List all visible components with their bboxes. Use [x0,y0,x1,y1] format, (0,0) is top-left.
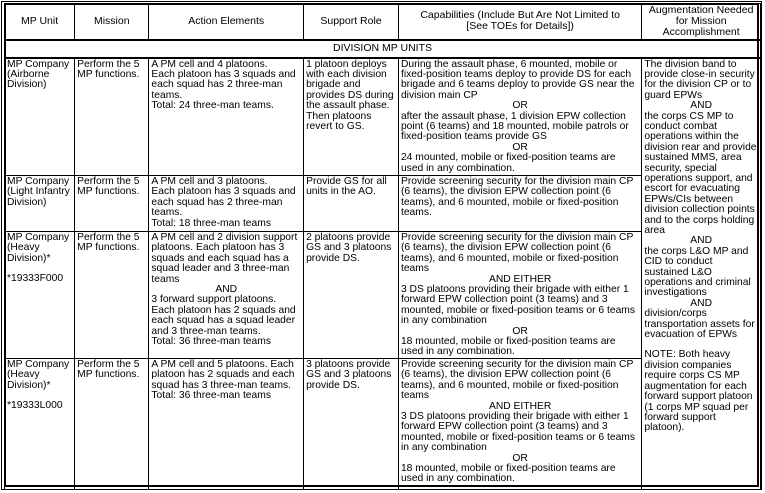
header-capabilities: Capabilities (Include But Are Not Limited to [See TOEs for Details]) [398,4,641,40]
action-total: Total: 24 three-man teams. [151,100,274,112]
support-cell: 3 platoons provide GS and 3 platoons provide DS. [304,358,399,489]
capability-connector: OR [512,141,528,153]
header-mission: Mission [75,4,149,40]
capability-text: During the assault phase, 6 mounted, mobile or fixed-position teams deploy to provide DS for each brigade and 6 teams deploy to provide GS near the division main CP [400,58,635,101]
mission-cell: Perform the 5 MP functions. [75,176,149,232]
capability-connector: OR [512,452,528,464]
unit-name: MP Company (Heavy Division)* [7,232,70,264]
capability-connector: AND EITHER [488,273,552,285]
capability-text: 18 mounted, mobile or fixed-position teams are used in any combination. [400,336,616,358]
augmentation-transportation: division/corps transportation assets for evacuation of EPWs [644,308,755,341]
mission-cell: Perform the 5 MP functions. [75,358,149,489]
support-cell: Provide GS for all units in the AO. [304,176,399,232]
header-support-role: Support Role [304,4,399,40]
capability-text: 3 DS platoons providing their brigade with either 1 forward EPW collection point (3 teams) and 3 mounted, mobile or fixed-position teams or 6 teams in any combination [400,410,636,454]
table-inner-border [4,3,759,487]
header-mp-unit: MP Unit [5,4,75,40]
augmentation-note: NOTE: Both heavy division companies require corps CS MP augmentation for each forward support platoon (1 corps MP squad per forward support platoon). [644,349,753,434]
action-total: Total: 18 three-man teams [151,217,271,229]
capability-text: 24 mounted, mobile or fixed-position teams are used in any combination. [400,152,616,174]
mission-cell: Perform the 5 MP functions. [75,232,149,359]
unit-name: MP Company (Heavy Division)* [7,358,70,391]
unit-name: MP Company (Light Infantry Division) [7,176,70,208]
action-total: Total: 36 three-man teams [151,336,271,348]
capability-connector: AND EITHER [488,400,552,412]
action-line: A PM cell and 3 platoons. [151,176,268,187]
action-total: Total: 36 three-man teams [151,390,271,402]
action-connector: AND [215,284,238,296]
capability-text: after the assault phase, 1 division EPW collection point (6 teams) and 18 mounted, mobile patrols or fixed-position teams provide GS [400,110,629,143]
action-line: A PM cell and 2 division support platoons. Each platoon has 3 squads and each squad has a squad leader and 3 three-man teams [151,232,298,285]
capability-text: Provide screening security for the division main CP (6 teams), the division EPW collection point (6 teams), and 6 mounted, mobile or fixed-position teams [400,232,634,275]
capability-text: Provide screening security for the division main CP (6 teams), the division EPW collection point (6 teams), and 6 mounted, mobile or fixed-position teams. [400,176,634,219]
augmentation-connector: AND [690,235,713,247]
capability-connector: OR [512,325,528,337]
action-line: 3 forward support platoons. Each platoon has 2 squads and each squad has a squad leader and 3 three-man teams. [151,294,296,337]
unit-name: MP Company (Airborne Division) [7,58,70,91]
capability-text: 3 DS platoons providing their brigade with either 1 forward EPW collection point (3 teams) and 3 mounted, mobile or fixed-position teams or 6 teams in any combination [400,284,636,327]
section-title: DIVISION MP UNITS [5,40,761,58]
augmentation-band: The division band to provide close-in security for the division CP or to guard EPWs [644,58,755,101]
action-line: A PM cell and 4 platoons. [151,58,268,70]
augmentation-connector: AND [690,297,713,309]
header-augmentation: Augmentation Needed for Mission Accomplishment [642,4,761,40]
support-cell: 2 platoons provide GS and 3 platoons provide DS. [304,232,399,359]
augmentation-corps-cs-mp: the corps CS MP to conduct combat operations within the division rear and provide sustained MMS, area security, special operations support, and escort for evacuating EPWs/CIs between division collection points and to the corps holding area [644,110,757,236]
action-line: Each platoon has 3 squads and each squad has 2 three-man teams. [151,68,296,101]
action-line: Each platoon has 3 squads and each squad has 2 three-man teams. [151,186,296,219]
augmentation-corps-lo-mp: the corps L&O MP and CID to conduct sustained L&O operations and criminal investigations [644,245,751,299]
unit-code: *19333F000 [7,273,64,285]
action-line: A PM cell and 5 platoons. Each platoon has 2 squads and each squad has 3 three-man teams. [151,358,295,391]
unit-code: *19333L000 [7,400,63,412]
capability-connector: OR [512,100,528,112]
capability-text: Provide screening security for the division main CP (6 teams), the division EPW collection point (6 teams), and 6 mounted, mobile or fixed-position teams [400,358,634,402]
mission-cell: Perform the 5 MP functions. [75,58,149,176]
augmentation-connector: AND [690,100,713,112]
support-cell: 1 platoon deploys with each division brigade and provides DS during the assault phase. Then platoons revert to GS. [304,58,399,176]
capability-text: 18 mounted, mobile or fixed-position teams are used in any combination. [400,462,616,485]
header-action-elements: Action Elements [149,4,304,40]
